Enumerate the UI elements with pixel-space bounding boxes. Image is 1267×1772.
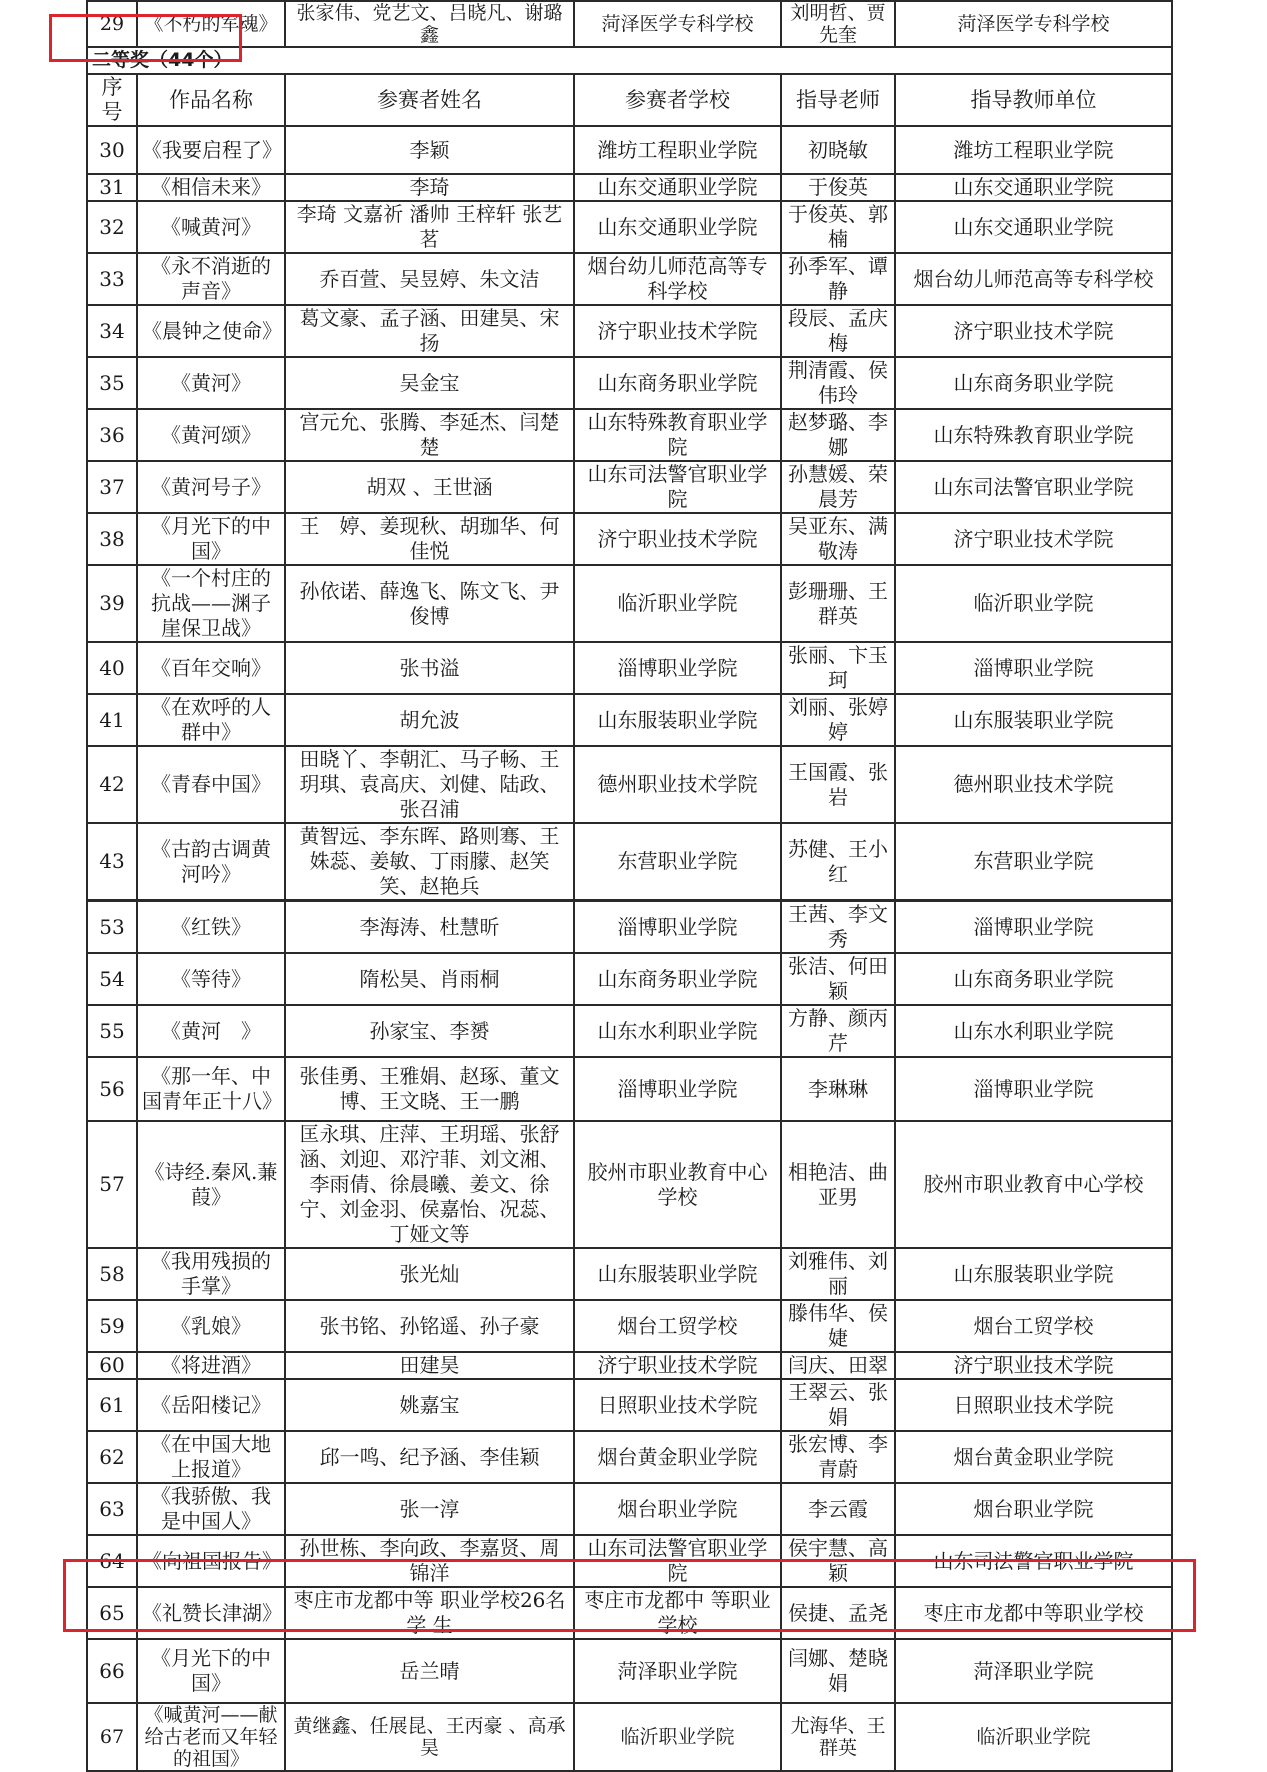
work-title: 《我要启程了》 xyxy=(137,126,285,174)
row-number: 57 xyxy=(87,1121,137,1248)
participant-school: 山东商务职业学院 xyxy=(574,953,781,1005)
instructor-unit: 山东服装职业学院 xyxy=(895,694,1172,746)
instructor-unit: 山东司法警官职业学院 xyxy=(895,1535,1172,1587)
header-no: 序号 xyxy=(87,74,137,126)
instructor-unit: 淄博职业学院 xyxy=(895,1057,1172,1121)
instructor-unit: 烟台黄金职业学院 xyxy=(895,1431,1172,1483)
participant-school: 临沂职业学院 xyxy=(574,1703,781,1771)
table-row xyxy=(87,461,1172,513)
header-school: 参赛者学校 xyxy=(574,74,781,126)
table-row xyxy=(87,1379,1172,1431)
participant-school: 日照职业技术学院 xyxy=(574,1379,781,1431)
row-highlight-box xyxy=(63,1559,1196,1632)
participant-names: 吴金宝 xyxy=(285,357,574,409)
award-list-sheet xyxy=(86,0,1171,1772)
work-title: 《礼赞长津湖》 xyxy=(137,1587,285,1639)
work-title: 《在中国大地上报道》 xyxy=(137,1431,285,1483)
participant-school: 山东司法警官职业学院 xyxy=(574,461,781,513)
participant-school: 山东交通职业学院 xyxy=(574,174,781,201)
instructor-names: 方静、颜丙芹 xyxy=(781,1005,895,1057)
work-title: 《不朽的军魂》 xyxy=(137,1,285,47)
work-title: 《古韵古调黄河吟》 xyxy=(137,823,285,901)
row-number: 40 xyxy=(87,642,137,694)
work-title: 《黄河号子》 xyxy=(137,461,285,513)
participant-names: 葛文豪、孟子涵、田建昊、宋扬 xyxy=(285,305,574,357)
table-row xyxy=(87,642,1172,694)
instructor-names: 荆清霞、侯伟玲 xyxy=(781,357,895,409)
instructor-names: 侯宇慧、高颖 xyxy=(781,1535,895,1587)
table-row xyxy=(87,409,1172,461)
work-title: 《我骄傲、我是中国人》 xyxy=(137,1483,285,1535)
table-row xyxy=(87,1352,1172,1379)
instructor-unit: 山东服装职业学院 xyxy=(895,1248,1172,1300)
row-number: 67 xyxy=(87,1703,137,1771)
award-table xyxy=(86,0,1173,1772)
instructor-unit: 淄博职业学院 xyxy=(895,642,1172,694)
instructor-unit: 东营职业学院 xyxy=(895,823,1172,901)
instructor-unit: 山东商务职业学院 xyxy=(895,953,1172,1005)
participant-school: 烟台职业学院 xyxy=(574,1483,781,1535)
participant-school: 烟台工贸学校 xyxy=(574,1300,781,1352)
instructor-names: 于俊英、郭楠 xyxy=(781,201,895,253)
work-title: 《喊黄河》 xyxy=(137,201,285,253)
participant-names: 黄继鑫、任展昆、王丙豪 、高承昊 xyxy=(285,1703,574,1771)
participant-school: 潍坊工程职业学院 xyxy=(574,126,781,174)
participant-school: 烟台黄金职业学院 xyxy=(574,1431,781,1483)
participant-school: 德州职业技术学院 xyxy=(574,746,781,823)
table-row xyxy=(87,357,1172,409)
instructor-unit: 山东司法警官职业学院 xyxy=(895,461,1172,513)
table-row xyxy=(87,126,1172,174)
instructor-names: 张洁、何田颖 xyxy=(781,953,895,1005)
work-title: 《黄河颂》 xyxy=(137,409,285,461)
participant-names: 田建昊 xyxy=(285,1352,574,1379)
header-unit: 指导教师单位 xyxy=(895,74,1172,126)
participant-school: 枣庄市龙都中 等职业学校 xyxy=(574,1587,781,1639)
instructor-unit: 山东交通职业学院 xyxy=(895,201,1172,253)
row-number: 54 xyxy=(87,953,137,1005)
row-number: 53 xyxy=(87,901,137,954)
table-row xyxy=(87,823,1172,901)
row-number: 30 xyxy=(87,126,137,174)
table-row xyxy=(87,901,1172,954)
work-title: 《永不消逝的声音》 xyxy=(137,253,285,305)
work-title: 《黄河》 xyxy=(137,357,285,409)
row-number: 64 xyxy=(87,1535,137,1587)
instructor-unit: 菏泽职业学院 xyxy=(895,1639,1172,1703)
participant-names: 孙家宝、李赟 xyxy=(285,1005,574,1057)
table-row xyxy=(87,1005,1172,1057)
instructor-names: 滕伟华、侯婕 xyxy=(781,1300,895,1352)
instructor-names: 张宏博、李青蔚 xyxy=(781,1431,895,1483)
work-title: 《青春中国》 xyxy=(137,746,285,823)
participant-school: 胶州市职业教育中心学校 xyxy=(574,1121,781,1248)
row-number: 37 xyxy=(87,461,137,513)
instructor-names: 苏健、王小红 xyxy=(781,823,895,901)
header-row xyxy=(87,74,1172,126)
table-row xyxy=(87,174,1172,201)
work-title: 《喊黄河——献给古老而又年轻的祖国》 xyxy=(137,1703,285,1771)
row-number: 65 xyxy=(87,1587,137,1639)
participant-school: 山东司法警官职业学院 xyxy=(574,1535,781,1587)
participant-school: 济宁职业技术学院 xyxy=(574,305,781,357)
row-number: 43 xyxy=(87,823,137,901)
participant-names: 张光灿 xyxy=(285,1248,574,1300)
instructor-names: 张丽、卞玉珂 xyxy=(781,642,895,694)
instructor-unit: 济宁职业技术学院 xyxy=(895,305,1172,357)
work-title: 《诗经.秦风.蒹葭》 xyxy=(137,1121,285,1248)
participant-names: 李颖 xyxy=(285,126,574,174)
row-number: 56 xyxy=(87,1057,137,1121)
participant-school: 山东水利职业学院 xyxy=(574,1005,781,1057)
table-row xyxy=(87,1057,1172,1121)
table-row xyxy=(87,1,1172,47)
participant-names: 邱一鸣、纪予涵、李佳颖 xyxy=(285,1431,574,1483)
instructor-unit: 德州职业技术学院 xyxy=(895,746,1172,823)
row-number: 29 xyxy=(87,1,137,47)
table-row xyxy=(87,1300,1172,1352)
participant-school: 菏泽职业学院 xyxy=(574,1639,781,1703)
instructor-unit: 山东特殊教育职业学院 xyxy=(895,409,1172,461)
instructor-unit: 烟台幼儿师范高等专科学校 xyxy=(895,253,1172,305)
row-number: 34 xyxy=(87,305,137,357)
instructor-names: 闫庆、田翠 xyxy=(781,1352,895,1379)
work-title: 《岳阳楼记》 xyxy=(137,1379,285,1431)
instructor-names: 刘丽、张婷婷 xyxy=(781,694,895,746)
row-number: 60 xyxy=(87,1352,137,1379)
instructor-unit: 烟台工贸学校 xyxy=(895,1300,1172,1352)
instructor-unit: 济宁职业技术学院 xyxy=(895,513,1172,565)
participant-school: 山东服装职业学院 xyxy=(574,694,781,746)
participant-names: 匡永琪、庄萍、王玥瑶、张舒涵、刘迎、邓泞菲、刘文湘、李雨倩、徐晨曦、姜文、徐宁、刘金羽、侯嘉怡、况蕊、丁娅文等 xyxy=(285,1121,574,1248)
participant-school: 山东服装职业学院 xyxy=(574,1248,781,1300)
participant-names: 李琦 文嘉祈 潘帅 王梓轩 张艺茗 xyxy=(285,201,574,253)
participant-names: 胡允波 xyxy=(285,694,574,746)
participant-school: 济宁职业技术学院 xyxy=(574,1352,781,1379)
table-row xyxy=(87,305,1172,357)
work-title: 《月光下的中国》 xyxy=(137,1639,285,1703)
row-number: 39 xyxy=(87,565,137,642)
row-number: 61 xyxy=(87,1379,137,1431)
participant-names: 孙世栋、李向政、李嘉贤、周锦洋 xyxy=(285,1535,574,1587)
participant-names: 宫元允、张腾、李延杰、闫楚楚 xyxy=(285,409,574,461)
row-number: 63 xyxy=(87,1483,137,1535)
instructor-names: 相艳洁、曲亚男 xyxy=(781,1121,895,1248)
participant-names: 枣庄市龙都中等 职业学校26名学 生 xyxy=(285,1587,574,1639)
instructor-unit: 济宁职业技术学院 xyxy=(895,1352,1172,1379)
table-row xyxy=(87,1121,1172,1248)
instructor-names: 刘明哲、贾先奎 xyxy=(781,1,895,47)
row-number: 42 xyxy=(87,746,137,823)
row-number: 38 xyxy=(87,513,137,565)
participant-names: 隋松昊、肖雨桐 xyxy=(285,953,574,1005)
participant-school: 淄博职业学院 xyxy=(574,901,781,954)
participant-names: 李琦 xyxy=(285,174,574,201)
participant-school: 东营职业学院 xyxy=(574,823,781,901)
work-title: 《百年交响》 xyxy=(137,642,285,694)
instructor-unit: 菏泽医学专科学校 xyxy=(895,1,1172,47)
instructor-unit: 淄博职业学院 xyxy=(895,901,1172,954)
participant-names: 胡双 、王世涵 xyxy=(285,461,574,513)
row-number: 66 xyxy=(87,1639,137,1703)
instructor-names: 孙季军、谭静 xyxy=(781,253,895,305)
row-number: 62 xyxy=(87,1431,137,1483)
section-title: 二等奖（44个） xyxy=(87,47,1172,74)
work-title: 《月光下的中国》 xyxy=(137,513,285,565)
participant-names: 黄智远、李东晖、路则骞、王姝蕊、姜敏、丁雨朦、赵笑笑、赵艳兵 xyxy=(285,823,574,901)
instructor-names: 王翠云、张娟 xyxy=(781,1379,895,1431)
table-row xyxy=(87,1639,1172,1703)
work-title: 《相信未来》 xyxy=(137,174,285,201)
row-number: 35 xyxy=(87,357,137,409)
instructor-names: 彭珊珊、王群英 xyxy=(781,565,895,642)
instructor-unit: 胶州市职业教育中心学校 xyxy=(895,1121,1172,1248)
work-title: 《黄河 》 xyxy=(137,1005,285,1057)
section-row xyxy=(87,47,1172,74)
participant-names: 张家伟、党艺文、吕晓凡、谢璐鑫 xyxy=(285,1,574,47)
section-highlight-box xyxy=(49,14,242,62)
instructor-names: 尤海华、王群英 xyxy=(781,1703,895,1771)
row-number: 36 xyxy=(87,409,137,461)
table-row xyxy=(87,1431,1172,1483)
table-row xyxy=(87,513,1172,565)
work-title: 《那一年、中国青年正十八》 xyxy=(137,1057,285,1121)
participant-names: 岳兰晴 xyxy=(285,1639,574,1703)
instructor-unit: 枣庄市龙都中等职业学校 xyxy=(895,1587,1172,1639)
instructor-unit: 烟台职业学院 xyxy=(895,1483,1172,1535)
instructor-names: 侯捷、孟尧 xyxy=(781,1587,895,1639)
table-row xyxy=(87,1483,1172,1535)
work-title: 《一个村庄的抗战——渊子崖保卫战》 xyxy=(137,565,285,642)
row-number: 55 xyxy=(87,1005,137,1057)
instructor-unit: 潍坊工程职业学院 xyxy=(895,126,1172,174)
header-work: 作品名称 xyxy=(137,74,285,126)
instructor-names: 王茜、李文秀 xyxy=(781,901,895,954)
instructor-names: 初晓敏 xyxy=(781,126,895,174)
instructor-unit: 临沂职业学院 xyxy=(895,1703,1172,1771)
participant-school: 烟台幼儿师范高等专科学校 xyxy=(574,253,781,305)
participant-names: 张书溢 xyxy=(285,642,574,694)
participant-names: 张一淳 xyxy=(285,1483,574,1535)
work-title: 《红铁》 xyxy=(137,901,285,954)
table-row xyxy=(87,1703,1172,1771)
work-title: 《向祖国报告》 xyxy=(137,1535,285,1587)
row-number: 33 xyxy=(87,253,137,305)
work-title: 《我用残损的手掌》 xyxy=(137,1248,285,1300)
work-title: 《在欢呼的人群中》 xyxy=(137,694,285,746)
row-number: 32 xyxy=(87,201,137,253)
participant-names: 孙依诺、薛逸飞、陈文飞、尹俊博 xyxy=(285,565,574,642)
table-row xyxy=(87,694,1172,746)
participant-school: 山东交通职业学院 xyxy=(574,201,781,253)
participant-names: 张书铭、孙铭遥、孙子豪 xyxy=(285,1300,574,1352)
table-row xyxy=(87,201,1172,253)
row-number: 31 xyxy=(87,174,137,201)
header-names: 参赛者姓名 xyxy=(285,74,574,126)
row-number: 58 xyxy=(87,1248,137,1300)
participant-names: 王 婷、姜现秋、胡珈华、何佳悦 xyxy=(285,513,574,565)
instructor-unit: 山东商务职业学院 xyxy=(895,357,1172,409)
work-title: 《将进酒》 xyxy=(137,1352,285,1379)
work-title: 《乳娘》 xyxy=(137,1300,285,1352)
instructor-names: 赵梦璐、李娜 xyxy=(781,409,895,461)
participant-names: 张佳勇、王雅娟、赵琢、董文博、王文晓、王一鹏 xyxy=(285,1057,574,1121)
participant-school: 济宁职业技术学院 xyxy=(574,513,781,565)
participant-school: 菏泽医学专科学校 xyxy=(574,1,781,47)
header-teacher: 指导老师 xyxy=(781,74,895,126)
instructor-names: 于俊英 xyxy=(781,174,895,201)
participant-names: 姚嘉宝 xyxy=(285,1379,574,1431)
instructor-names: 李云霞 xyxy=(781,1483,895,1535)
row-number: 41 xyxy=(87,694,137,746)
instructor-names: 段辰、孟庆梅 xyxy=(781,305,895,357)
instructor-unit: 临沂职业学院 xyxy=(895,565,1172,642)
instructor-names: 吴亚东、满敬涛 xyxy=(781,513,895,565)
table-row xyxy=(87,1248,1172,1300)
participant-school: 临沂职业学院 xyxy=(574,565,781,642)
instructor-names: 王国霞、张岩 xyxy=(781,746,895,823)
work-title: 《晨钟之使命》 xyxy=(137,305,285,357)
instructor-unit: 山东水利职业学院 xyxy=(895,1005,1172,1057)
table-row xyxy=(87,953,1172,1005)
work-title: 《等待》 xyxy=(137,953,285,1005)
instructor-unit: 日照职业技术学院 xyxy=(895,1379,1172,1431)
participant-names: 乔百萱、吴昱婷、朱文洁 xyxy=(285,253,574,305)
table-row xyxy=(87,746,1172,823)
instructor-names: 孙慧媛、荣晨芳 xyxy=(781,461,895,513)
instructor-names: 闫娜、楚晓娟 xyxy=(781,1639,895,1703)
participant-school: 淄博职业学院 xyxy=(574,1057,781,1121)
participant-names: 李海涛、杜慧昕 xyxy=(285,901,574,954)
row-number: 59 xyxy=(87,1300,137,1352)
instructor-names: 刘雅伟、刘丽 xyxy=(781,1248,895,1300)
table-row xyxy=(87,253,1172,305)
table-row xyxy=(87,565,1172,642)
participant-school: 山东商务职业学院 xyxy=(574,357,781,409)
instructor-unit: 山东交通职业学院 xyxy=(895,174,1172,201)
instructor-names: 李琳琳 xyxy=(781,1057,895,1121)
participant-names: 田晓丫、李朝汇、马子畅、王玥琪、袁高庆、刘健、陆政、张召浦 xyxy=(285,746,574,823)
participant-school: 淄博职业学院 xyxy=(574,642,781,694)
award-table-body xyxy=(87,1,1172,1771)
participant-school: 山东特殊教育职业学院 xyxy=(574,409,781,461)
